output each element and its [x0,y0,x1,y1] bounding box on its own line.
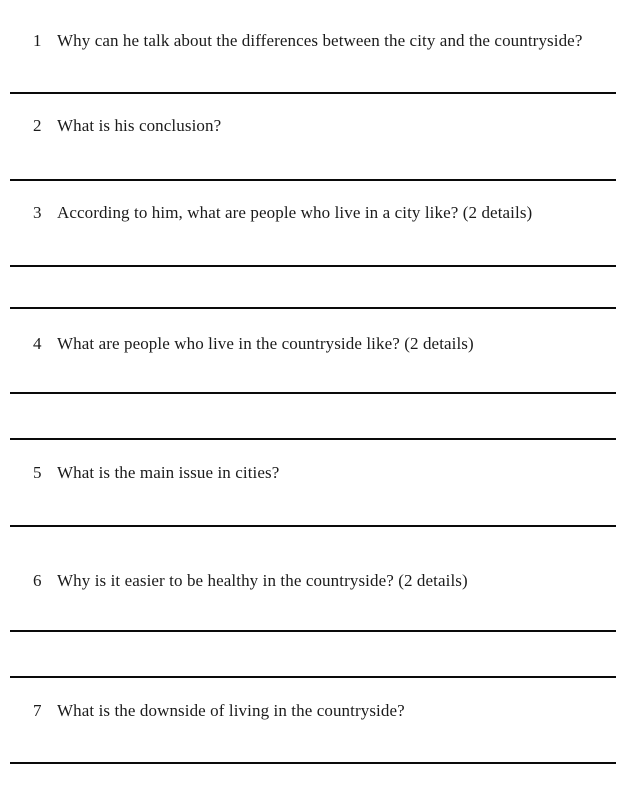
question-3-number: 3 [33,203,42,222]
answer-line [10,438,616,440]
question-6 [33,570,468,592]
question-3-text: According to him, what are people who live in a city like? (2 details) [57,203,533,222]
question-7 [33,700,405,722]
question-7-text: What is the downside of living in the countryside? [57,701,405,720]
answer-line [10,676,616,678]
question-6-text: Why is it easier to be healthy in the countryside? (2 details) [57,571,468,590]
question-1 [33,30,582,52]
question-7-number: 7 [33,701,42,720]
answer-line [10,525,616,527]
answer-line [10,265,616,267]
question-2-text: What is his conclusion? [57,116,222,135]
question-5-number: 5 [33,463,42,482]
answer-line [10,307,616,309]
answer-line [10,179,616,181]
question-2 [33,115,221,137]
question-1-number: 1 [33,31,42,50]
answer-line [10,762,616,764]
question-2-number: 2 [33,116,42,135]
question-1-text: Why can he talk about the differences between the city and the countryside? [57,31,583,50]
answer-line [10,92,616,94]
question-5-text: What is the main issue in cities? [57,463,280,482]
question-4-number: 4 [33,334,42,353]
question-6-number: 6 [33,571,42,590]
question-5 [33,462,279,484]
answer-line [10,392,616,394]
question-3 [33,202,532,224]
question-4-text: What are people who live in the countryside like? (2 details) [57,334,474,353]
question-4 [33,333,474,355]
answer-line [10,630,616,632]
